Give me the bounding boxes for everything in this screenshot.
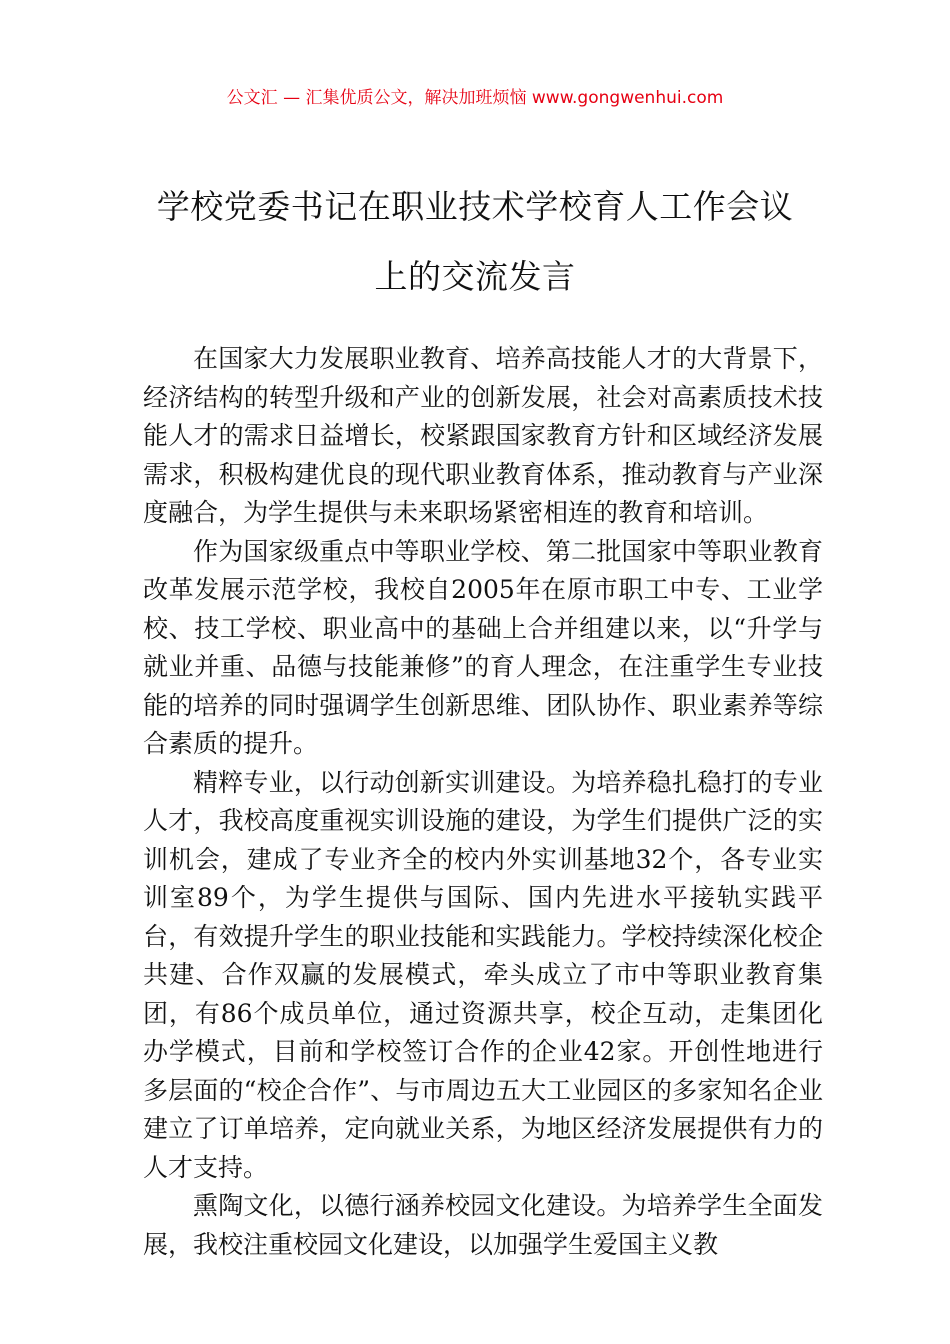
paragraph-1: 在国家大力发展职业教育、培养高技能人才的大背景下，经济结构的转型升级和产业的创新发展，社会对高素质技术技能人才的需求日益增长，校紧跟国家教育方针和区域经济发展需求，积极构建优良的现代职业教育体系，推动教育与产业深度融合，为学生提供与未来职场紧密相连的教育和培训。 bbox=[143, 344, 823, 527]
page-title: 学校党委书记在职业技术学校育人工作会议上的交流发言 bbox=[156, 187, 794, 296]
paragraph-4: 熏陶文化，以德行涵养校园文化建设。为培养学生全面发展，我校注重校园文化建设，以加强学生爱国主义教 bbox=[143, 1191, 823, 1259]
header-banner: 公文汇 — 汇集优质公文，解决加班烦恼 www.gongwenhui.com bbox=[226, 88, 724, 108]
paragraph-3: 精粹专业，以行动创新实训建设。为培养稳扎稳打的专业人才，我校高度重视实训设施的建设，为学生们提供广泛的实训机会，建成了专业齐全的校内外实训基地32个，各专业实训室89个，为学生提供与国际、国内先进水平接轨实践平台，有效提升学生的职业技能和实践能力。学校持续深化校企共建、合作双赢的发展模式，牵头成立了市中等职业教育集团，有86个成员单位，通过资源共享，校企互动，走集团化办学模式，目前和学校签订合作的企业42家。开创性地进行多层面的“校企合作”、与市周边五大工业园区的多家知名企业建立了订单培养，定向就业关系，为地区经济发展提供有力的人才支持。 bbox=[143, 767, 823, 1182]
document-body bbox=[143, 340, 823, 1264]
paragraph-2: 作为国家级重点中等职业学校、第二批国家中等职业教育改革发展示范学校，我校自2005年在原市职工中专、工业学校、技工学校、职业高中的基础上合并组建以来，以“升学与就业并重、品德与技能兼修”的育人理念，在注重学生专业技能的培养的同时强调学生创新思维、团队协作、职业素养等综合素质的提升。 bbox=[143, 536, 823, 758]
